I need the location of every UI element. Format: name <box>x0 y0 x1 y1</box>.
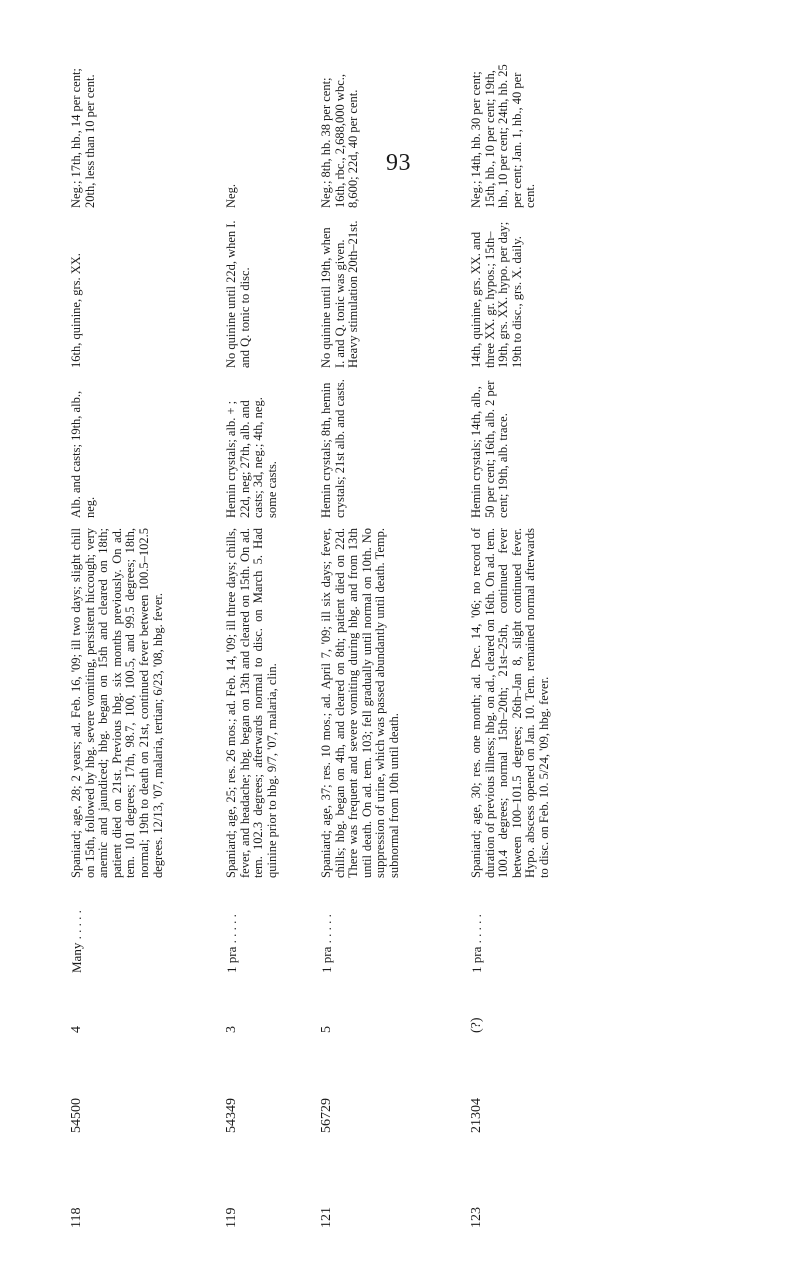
page-number: 93 <box>386 150 411 176</box>
accession-number: 56729 <box>319 1098 334 1133</box>
case-number: 123 <box>469 1207 484 1228</box>
family-history: Many . . . . . <box>69 910 84 973</box>
urine-findings: Hemin crystals; alb. + ; 22d, neg; 27th, alb. and casts; 3d, neg.; 4th, neg. some casts. <box>224 397 279 518</box>
urine-findings: Hemin crystals; 8th, hemin crystals; 21st alb. and casts. <box>319 379 347 518</box>
accession-number: 54349 <box>224 1098 239 1133</box>
attacks-count: 5 <box>319 1026 334 1033</box>
blood-findings: Neg.; 8th, hb. 38 per cent; 16th, rbc., 2,688,000 wbc., 8,600; 22d, 40 per cent. <box>319 73 361 208</box>
case-number: 121 <box>319 1207 334 1228</box>
clinical-history: Spaniard; age, 25; res. 26 mos.; ad. Feb. 14, '09; ill three days; chills, fever, and headache; hbg. began on 13th and cleared on 15th. On ad. tem. 102.3 degrees; afterwards normal to disc. on March 5. Had quinine prior to hbg. 9/7, '07, malaria, clin. <box>224 528 279 878</box>
clinical-history: Spaniard; age, 28; 2 years; ad. Feb. 16, '09; ill two days; slight chill on 15th, followed by hbg. severe vomiting, persistent hiccough; very anemic and jaundiced; hbg. began on 15th and cleared on 18th; patient died on 21st. Previous hbg. six months previously. On ad. tem. 101 degrees; 17th, 98.7, 100, 100.5, and 99.5 degrees; 18th, normal; 19th to death on 21st, continued fever between 100.5–102.5 degrees. 12/13, '07, malaria, tertian; 6/23, '08, hbg. fever. <box>69 528 165 878</box>
blood-findings: Neg. <box>224 184 238 208</box>
treatment: 16th, quinine, grs. XX. <box>69 253 83 368</box>
urine-findings: Alb. and casts; 19th, alb., neg. <box>69 390 97 518</box>
blood-findings: Neg.; 14th, hb. 30 per cent; 15th, hb., 10 per cent; 19th, hb., 10 per cent; 24th, hb. 25 per cent; Jan. 1, hb., 40 per cent. <box>469 64 538 208</box>
clinical-history: Spaniard; age, 37; res. 10 mos.; ad. April 7, '09; ill six days; fever, chills; hbg. began on 4th, and cleared on 8th; patient died on 22d. There was frequent and severe vomiting during hbg. and from 13th until death. On ad. tem. 103; fell gradually until normal on 10th. No suppression of urine, which was passed abundantly until death. Temp. subnormal from 10th until death. <box>319 528 401 878</box>
treatment: No quinine until 22d, when I. and Q. tonic to disc. <box>224 220 252 368</box>
case-number: 118 <box>69 1207 84 1228</box>
urine-findings: Hemin crystals; 14th, alb., 50 per cent; 16th, alb. 2 per cent; 19th, alb. trace. <box>469 380 511 518</box>
case-number: 119 <box>224 1207 239 1228</box>
family-history: 1 pra . . . . . <box>469 914 484 973</box>
attacks-count: (?) <box>469 1017 484 1033</box>
family-history: 1 pra . . . . . <box>224 914 239 973</box>
family-history: 1 pra . . . . . <box>319 914 334 973</box>
treatment: 14th, quinine, grs. XX. and three XX. gr. hypos.; 15th–19th, grs. XX. hypo. per day; 19th to disc., grs. X. daily. <box>469 221 524 368</box>
rotated-table <box>60 28 780 1228</box>
treatment: No quinine until 19th, when I. and Q. tonic was given. Heavy stimulation 20th–21st. <box>319 220 361 368</box>
attacks-count: 4 <box>69 1026 84 1033</box>
blood-findings: Neg.; 17th, hb., 14 per cent; 20th, less than 10 per cent. <box>69 68 97 208</box>
accession-number: 21304 <box>469 1098 484 1133</box>
attacks-count: 3 <box>224 1026 239 1033</box>
clinical-history: Spaniard; age, 30; res. one month; ad. Dec. 14, '06; no record of duration of previous illness; hbg. on ad., cleared on 16th. On ad. tem. 100.4 degrees; normal 15th–20th; 21st–25th, continued fever between 100–101.5 degrees; 26th–Jan 8, slight continued fever. Hypo. abscess opened on Jan. 10. Tem. remained normal afterwards to disc. on Feb. 10. 5/24, '09, hbg. fever. <box>469 528 551 878</box>
accession-number: 54500 <box>69 1098 84 1133</box>
